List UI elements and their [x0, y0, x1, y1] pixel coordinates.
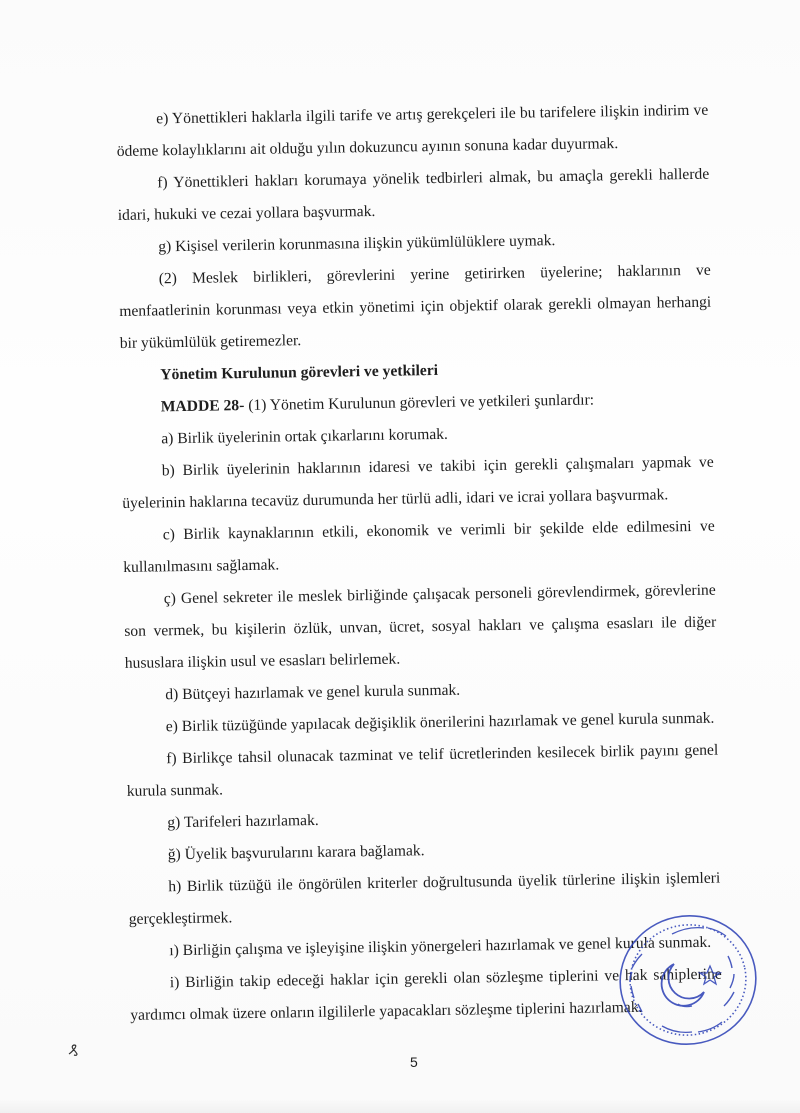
- item-c: c) Birlik kaynaklarının etkili, ekonomik ve verimli bir şekilde elde edilmesini ve kullanılmasını sağlamak.: [123, 517, 715, 576]
- item-g2: g) Tarifeleri hazırlamak.: [167, 811, 319, 832]
- clause-2: (2) Meslek birlikleri, görevlerini yerine getirirken üyelerine; haklarının ve menfaatlerinin korunması veya etkin yönetimi için objektif olarak gerekli olmayan herhangi bir yükümlülük getiremezler.: [119, 261, 712, 352]
- item-e2: e) Birlik tüzüğünde yapılacak değişiklik önerilerini hazırlamak ve genel kurula sunmak.: [165, 709, 715, 736]
- item-d: d) Bütçeyi hazırlamak ve genel kurula sunmak.: [165, 681, 461, 704]
- official-seal-icon: [612, 906, 762, 1056]
- section-heading: Yönetim Kurulunun görevleri ve yetkileri: [160, 361, 439, 384]
- article-text: (1) Yönetim Kurulunun görevleri ve yetkileri şunlardır:: [244, 391, 595, 415]
- item-i-dotless: ı) Birliğin çalışma ve işleyişine ilişkin yönergeleri hazırlamak ve genel kurula sunmak.: [169, 933, 712, 960]
- item-f1: f) Yönettikleri hakları korumaya yönelik tedbirleri almak, bu amaçla gerekli hallerde idari, hukuki ve cezai yollara başvurmak.: [117, 165, 710, 224]
- handwritten-mark-icon: [66, 1043, 82, 1057]
- item-b: b) Birlik üyelerinin haklarının idaresi ve takibi için gerekli çalışmaları yapmak ve üyelerinin haklarına tecavüz durumunda her türlü adli, idari ve icrai yollara başvurmak.: [122, 453, 714, 512]
- item-i: i) Birliğin takip edeceği haklar için gerekli olan sözleşme tiplerini ve hak sahiplerine yardımcı olmak üzere onların ilgililerle yapacakları sözleşme tiplerini hazırlamak.: [130, 965, 722, 1024]
- item-h: h) Birlik tüzüğü ile öngörülen kriterler doğrultusunda üyelik türlerine ilişkin işlemleri gerçekleştirmek.: [128, 869, 721, 928]
- item-g-breve: ğ) Üyelik başvurularını karara bağlamak.: [167, 842, 425, 864]
- item-e1: e) Yönettikleri haklarla ilgili tarife ve artış gerekçeleri ile bu tarifelere ilişkin indirim ve ödeme kolaylıklarını ait olduğu yılın dokuzuncu ayının sonuna kadar duyurmak.: [116, 101, 709, 160]
- page-edge: [0, 1099, 800, 1113]
- item-g1: g) Kişisel verilerin korunmasına ilişkin yükümlülüklere uymak.: [158, 232, 556, 256]
- article-label: MADDE 28-: [160, 397, 245, 416]
- item-c-cedilla: ç) Genel sekreter ile meslek birliğinde çalışacak personeli görevlendirmek, görevlerine son vermek, bu kişilerin özlük, unvan, ücret, sosyal hakları ve çalışma esasları ile diğer hususlara ilişkin usul ve esasları belirlemek.: [124, 581, 717, 672]
- document-body: [116, 95, 723, 1032]
- page-number: 5: [410, 1054, 418, 1070]
- item-a: a) Birlik üyelerinin ortak çıkarlarını korumak.: [161, 425, 449, 448]
- item-f2: f) Birlikçe tahsil olunacak tazminat ve telif ücretlerinden kesilecek birlik payını genel kurula sunmak.: [126, 741, 719, 800]
